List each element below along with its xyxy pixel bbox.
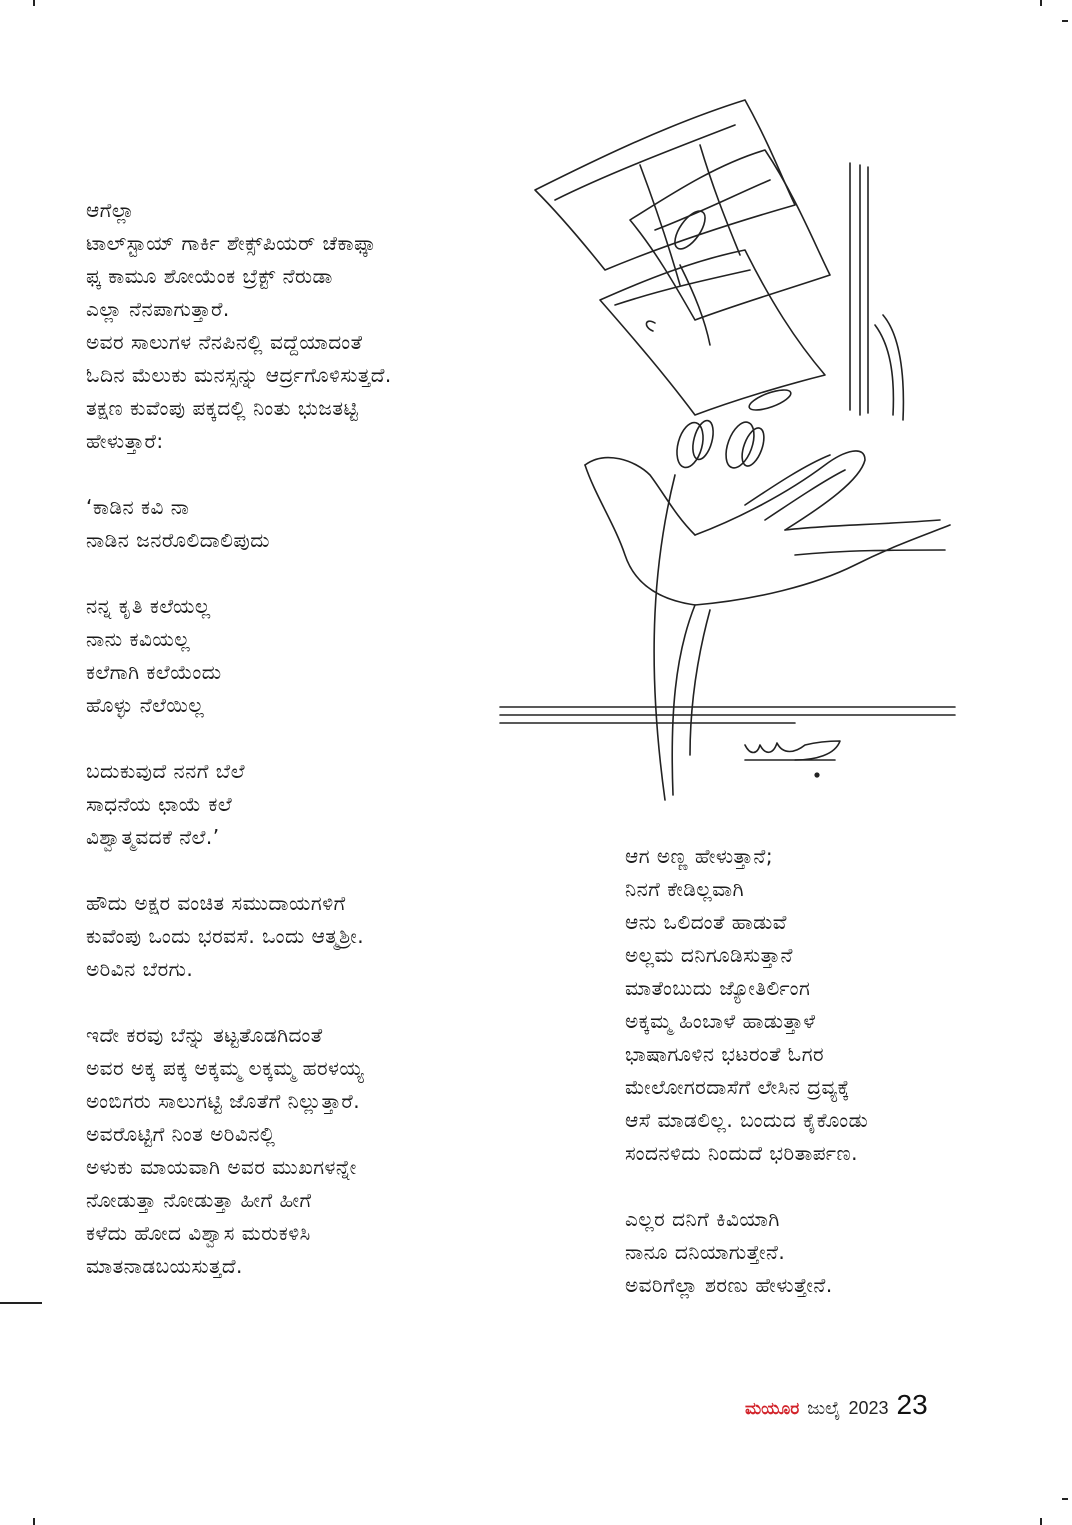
stanza-break [86,986,392,1019]
poem-line: ಅರಿವಿನ ಬೆರಗು. [86,957,194,981]
poem-line: ಇದೇ ಕರವು ಬೆನ್ನು ತಟ್ಟತೊಡಗಿದಂತೆ [86,1023,323,1047]
poem-line: ‘ಕಾಡಿನ ಕವಿ ನಾ [86,495,190,519]
line-drawing-hand-pages-icon [495,55,965,815]
crop-mark-bottom-right [1040,1518,1042,1525]
stanza-break [625,1170,868,1203]
poem-line: ಆಗೆಲ್ಲಾ [86,198,135,222]
crop-mark-right-top [1062,20,1068,22]
stanza-break [86,458,392,491]
stanza-break [86,722,392,755]
poem-line: ಎಲ್ಲಾ ನೆನಪಾಗುತ್ತಾರೆ. [86,297,230,321]
poem-line: ಅಂಬಿಗರು ಸಾಲುಗಟ್ಟಿ ಜೊತೆಗೆ ನಿಲ್ಲುತ್ತಾರೆ. [86,1089,361,1113]
crop-mark-top-left [33,0,35,6]
poem-line: ಆನು ಒಲಿದಂತೆ ಹಾಡುವೆ [625,910,787,934]
poem-line: ಅಲ್ಲಮ ದನಿಗೂಡಿಸುತ್ತಾನೆ [625,943,793,967]
poem-line: ನಾಡಿನ ಜನರೊಲಿದಾಲಿಪುದು [86,528,270,552]
poem-line: ಮೇಲೋಗರದಾಸೆಗೆ ಲೇಸಿನ ದ್ರವ್ಯಕ್ಕೆ [625,1075,850,1099]
stanza-break [86,854,392,887]
poem-line: ಕಲೆಗಾಗಿ ಕಲೆಯೆಂದು [86,660,222,684]
poem-line: ಮಾತೆಂಬುದು ಜ್ಯೋತಿರ್ಲಿಂಗ [625,976,811,1000]
poem-line: ಸಾಧನೆಯ ಛಾಯೆ ಕಲೆ [86,792,233,816]
magazine-name: ಮಯೂರ [745,1399,800,1419]
poem-line: ಭಾಷಾಗೂಳಿನ ಭಟರಂತೆ ಓಗರ [625,1042,825,1066]
poem-line: ನೋಡುತ್ತಾ ನೋಡುತ್ತಾ ಹೀಗೆ ಹೀಗೆ [86,1188,312,1212]
crop-mark-left-mid [0,1302,42,1304]
issue-year: 2023 [848,1398,889,1418]
poem-line: ಎಲ್ಲರ ದನಿಗೆ ಕಿವಿಯಾಗಿ [625,1207,780,1231]
poem-line: ವಿಶ್ವಾತ್ಮವದಕೆ ನೆಲೆ.’ [86,825,220,849]
poem-line: ಫ್ಕ ಕಾಮೂ ಶೋಯೆಂಕ ಬ್ರೆಕ್ಟ್ ನೆರುಡಾ [86,264,333,288]
poem-line: ಹೇಳುತ್ತಾರೆ: [86,429,164,453]
poem-line: ಕಳೆದು ಹೋದ ವಿಶ್ವಾಸ ಮರುಕಳಿಸಿ [86,1221,311,1245]
poem-line: ಸಂದನಳಿದು ನಿಂದುದೆ ಭರಿತಾರ್ಪಣ. [625,1141,858,1165]
stanza-break [86,557,392,590]
poem-line: ನಾನೂ ದನಿಯಾಗುತ್ತೇನೆ. [625,1240,786,1264]
poem-right-column [625,840,868,1302]
poem-line: ಕುವೆಂಪು ಒಂದು ಭರವಸೆ. ಒಂದು ಆತ್ಮಶ್ರೀ. [86,924,365,948]
page-footer [745,1389,928,1421]
poem-line: ನಾನು ಕವಿಯಲ್ಲ [86,627,191,651]
poem-line: ಹೊಳ್ಳು ನೆಲೆಯಿಲ್ಲ [86,693,205,717]
poem-line: ಬದುಕುವುದೆ ನನಗೆ ಬೆಲೆ [86,759,245,783]
poem-line: ತಕ್ಷಣ ಕುವೆಂಪು ಪಕ್ಕದಲ್ಲಿ ನಿಂತು ಭುಜತಟ್ಟಿ [86,396,359,420]
crop-mark-right-bottom [1062,1498,1068,1500]
issue-month: ಜುಲೈ [807,1398,841,1419]
crop-mark-top-right [1040,0,1042,6]
poem-line: ಮಾತನಾಡಬಯಸುತ್ತದೆ. [86,1254,243,1278]
poem-left-column [86,194,392,1283]
poem-line: ಅಕ್ಕಮ್ಮ ಹಿಂಬಾಳೆ ಹಾಡುತ್ತಾಳೆ [625,1009,816,1033]
crop-mark-bottom-left [33,1518,35,1525]
poem-line: ಅವರೊಟ್ಟಿಗೆ ನಿಂತ ಅರಿವಿನಲ್ಲಿ [86,1122,276,1146]
poem-line: ಅವರಿಗೆಲ್ಲಾ ಶರಣು ಹೇಳುತ್ತೇನೆ. [625,1273,833,1297]
poem-line: ನಿನಗೆ ಕೇಡಿಲ್ಲವಾಗಿ [625,877,745,901]
poem-line: ಆಗ ಅಣ್ಣ ಹೇಳುತ್ತಾನೆ; [625,844,774,868]
poem-line: ಅಳುಕು ಮಾಯವಾಗಿ ಅವರ ಮುಖಗಳನ್ನೇ [86,1155,357,1179]
poem-line: ಅವರ ಅಕ್ಕ ಪಕ್ಕ ಅಕ್ಕಮ್ಮ ಲಕ್ಕಮ್ಮ ಹರಳಯ್ಯ [86,1056,365,1080]
poem-line: ನನ್ನ ಕೃತಿ ಕಲೆಯಲ್ಲ [86,594,211,618]
poem-line: ಹೌದು ಅಕ್ಷರ ವಂಚಿತ ಸಮುದಾಯಗಳಿಗೆ [86,891,346,915]
page-number: 23 [896,1389,928,1420]
poem-line: ಆಸೆ ಮಾಡಲಿಲ್ಲ. ಬಂದುದ ಕೈಕೊಂಡು [625,1108,869,1132]
poem-line: ಟಾಲ್‌ಸ್ಟಾಯ್ ಗಾರ್ಕಿ ಶೇಕ್ಸ್‌ಪಿಯರ್ ಚೆಕಾಫ್ಕಾ [86,231,377,255]
poem-line: ಓದಿನ ಮೆಲುಕು ಮನಸ್ಸನ್ನು ಆರ್ದ್ರಗೊಳಿಸುತ್ತದೆ. [86,363,392,387]
poem-line: ಅವರ ಸಾಲುಗಳ ನೆನಪಿನಲ್ಲಿ ವದ್ದೆಯಾದಂತೆ [86,330,363,354]
